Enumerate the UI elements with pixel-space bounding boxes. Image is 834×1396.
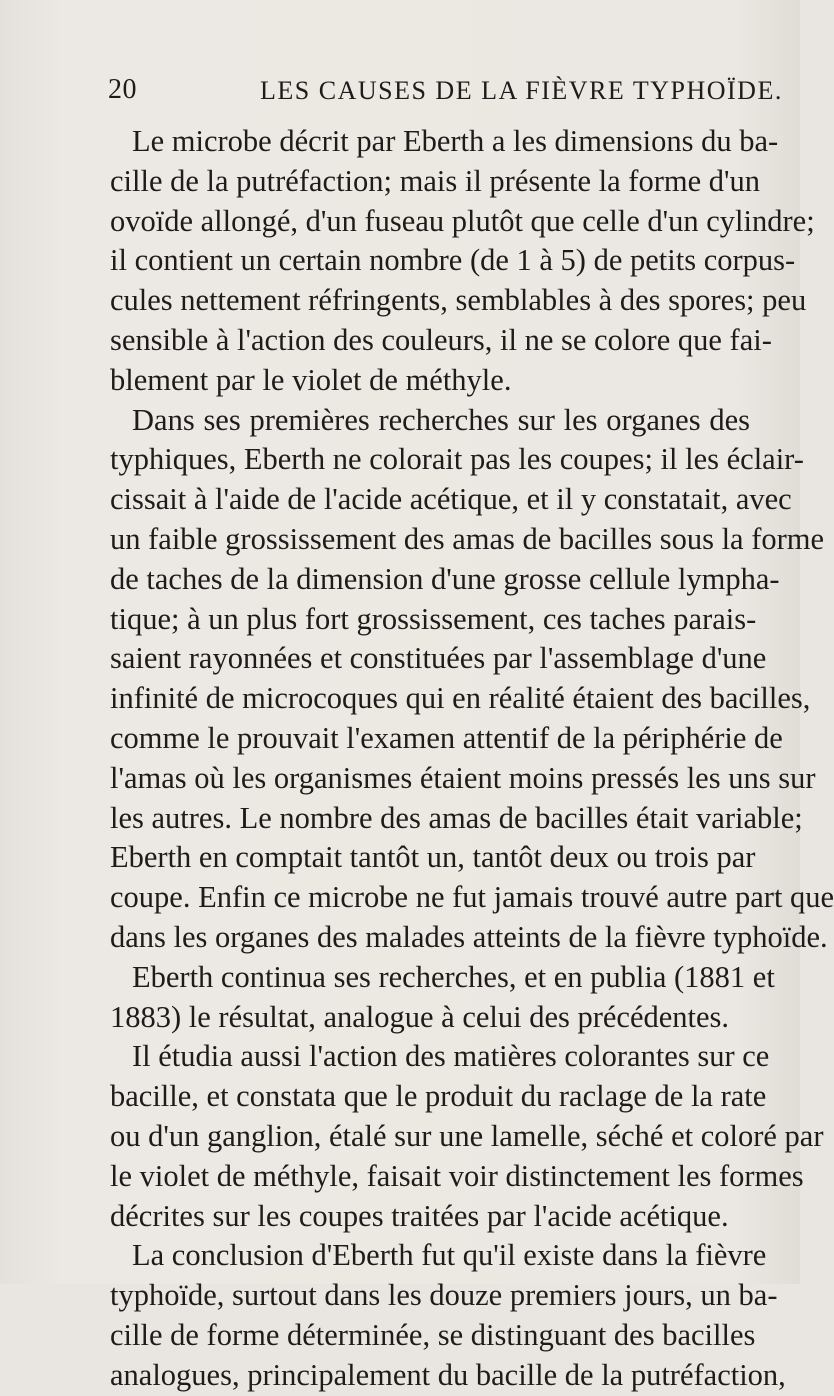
text-line: il contient un certain nombre (de 1 à 5) de petits corpus-: [110, 243, 796, 278]
text-line: l'amas où les organismes étaient moins pressés les uns sur: [110, 760, 816, 795]
text-line: analogues, principalement du bacille de la putréfaction,: [110, 1357, 786, 1392]
text-line: 1883) le résultat, analogue à celui des précédentes.: [110, 999, 730, 1034]
text-line: coupe. Enfin ce microbe ne fut jamais trouvé autre part que: [110, 880, 834, 915]
text-line: La conclusion d'Eberth fut qu'il existe dans la fièvre: [132, 1238, 767, 1273]
text-line: saient rayonnées et constituées par l'assemblage d'une: [110, 641, 767, 676]
text-line: décrites sur les coupes traitées par l'acide acétique.: [110, 1198, 729, 1233]
text-line: le violet de méthyle, faisait voir distinctement les formes: [110, 1158, 804, 1193]
text-line: ou d'un ganglion, étalé sur une lamelle, séché et coloré par: [110, 1118, 824, 1153]
text-line: les autres. Le nombre des amas de bacilles était variable;: [110, 800, 803, 835]
text-line: Dans ses premières recherches sur les organes des: [132, 402, 750, 437]
page-header: [0, 74, 800, 114]
text-line: Le microbe décrit par Eberth a les dimensions du ba-: [132, 124, 779, 158]
text-line: blement par le violet de méthyle.: [110, 362, 512, 397]
text-line: cissait à l'aide de l'acide acétique, et il y constatait, avec: [110, 482, 792, 517]
text-line: cille de la putréfaction; mais il présente la forme d'un: [110, 163, 760, 198]
text-line: dans les organes des malades atteints de la fièvre typhoïde.: [110, 919, 828, 954]
text-line: Eberth continua ses recherches, et en publia (1881 et: [132, 959, 775, 994]
text-line: de taches de la dimension d'une grosse cellule lympha-: [110, 561, 780, 596]
page-number: 20: [108, 74, 137, 105]
text-line: Il étudia aussi l'action des matières colorantes sur ce: [132, 1039, 770, 1074]
text-line: typhoïde, surtout dans les douze premiers jours, un ba-: [110, 1278, 778, 1313]
text-line: infinité de microcoques qui en réalité étaient des bacilles,: [110, 681, 811, 716]
text-line: comme le prouvait l'examen attentif de la périphérie de: [110, 720, 783, 755]
text-line: un faible grossissement des amas de bacilles sous la forme: [110, 521, 825, 556]
text-line: cules nettement réfringents, semblables à des spores; peu: [110, 283, 807, 318]
text-line: sensible à l'action des couleurs, il ne se colore que fai-: [110, 322, 772, 357]
text-line: cille de forme déterminée, se distinguant des bacilles: [110, 1317, 756, 1352]
text-line: tique; à un plus fort grossissement, ces taches parais-: [110, 601, 757, 636]
body-text: [110, 122, 834, 1396]
text-line: bacille, et constata que le produit du raclage de la rate: [110, 1079, 767, 1114]
text-line: typhiques, Eberth ne colorait pas les coupes; il les éclair-: [110, 442, 804, 477]
running-title: LES CAUSES DE LA FIÈVRE TYPHOÏDE.: [260, 76, 783, 105]
text-line: Eberth en comptait tantôt un, tantôt deux ou trois par: [110, 840, 756, 875]
text-line: ovoïde allongé, d'un fuseau plutôt que celle d'un cylindre;: [110, 203, 815, 238]
